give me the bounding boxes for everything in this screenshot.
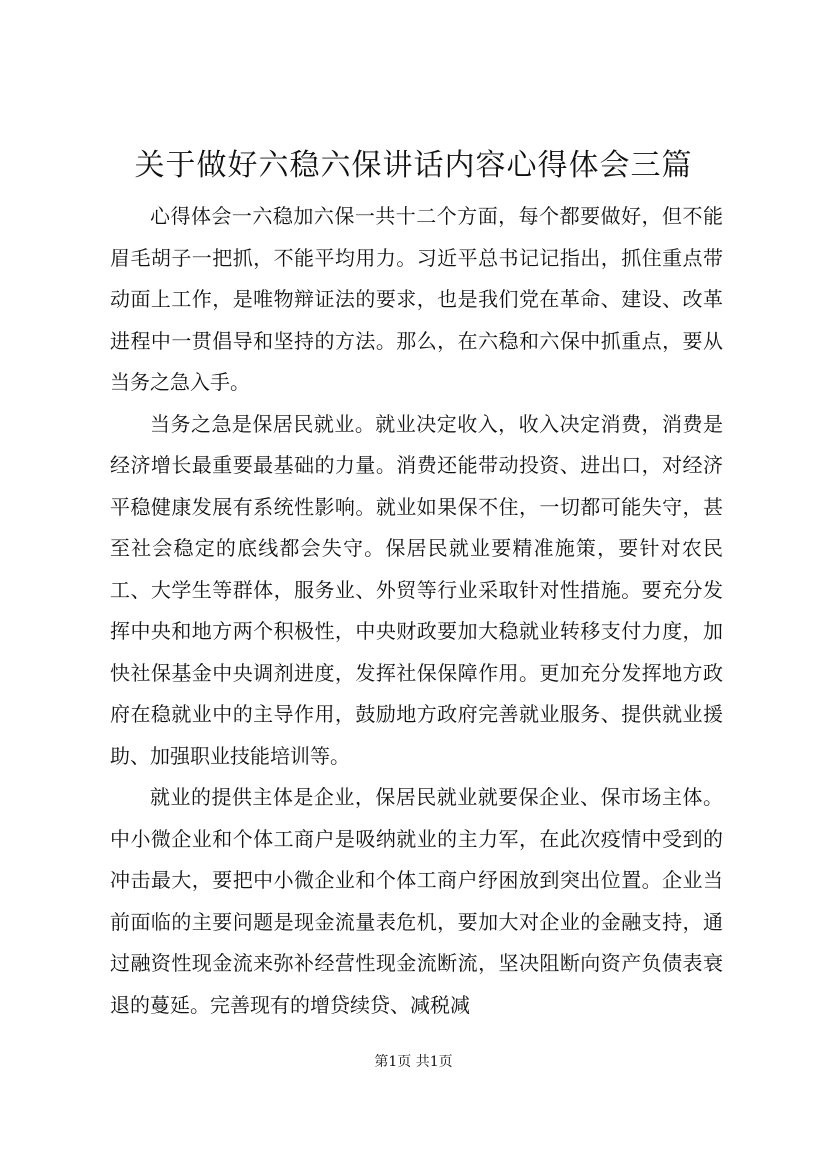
- document-title: 关于做好六稳六保讲话内容心得体会三篇: [134, 148, 693, 183]
- page-footer: 第1页 共1页: [374, 1054, 453, 1070]
- paragraph-3: 就业的提供主体是企业，保居民就业就要保企业、保市场主体。中小微企业和个体工商户是吸纳就业的主力军，在此次疫情中受到的冲击最大，要把中小微企业和个体工商户纾困放到突出位置。企业当前面临的主要问题是现金流量表危机，要加大对企业的金融支持，通过融资性现金流来弥补经营性现金流断流，坚决阻断向资产负债表衰退的蔓延。完善现有的增贷续贷、减税减: [110, 785, 723, 1017]
- document-body: [110, 196, 723, 1026]
- paragraph-1: 心得体会一六稳加六保一共十二个方面，每个都要做好，但不能眉毛胡子一把抓，不能平均用力。习近平总书记记指出，抓住重点带动面上工作，是唯物辩证法的要求，也是我们党在革命、建设、改革进程中一贯倡导和坚持的方法。那么，在六稳和六保中抓重点，要从当务之急入手。: [110, 204, 723, 394]
- paragraph-2: 当务之急是保居民就业。就业决定收入，收入决定消费，消费是经济增长最重要最基础的力量。消费还能带动投资、进出口，对经济平稳健康发展有系统性影响。就业如果保不住，一切都可能失守，甚至社会稳定的底线都会失守。保居民就业要精准施策，要针对农民工、大学生等群体，服务业、外贸等行业采取针对性措施。要充分发挥中央和地方两个积极性，中央财政要加大稳就业转移支付力度，加快社保基金中央调剂进度，发挥社保保障作用。更加充分发挥地方政府在稳就业中的主导作用，鼓励地方政府完善就业服务、提供就业援助、加强职业技能培训等。: [110, 411, 723, 768]
